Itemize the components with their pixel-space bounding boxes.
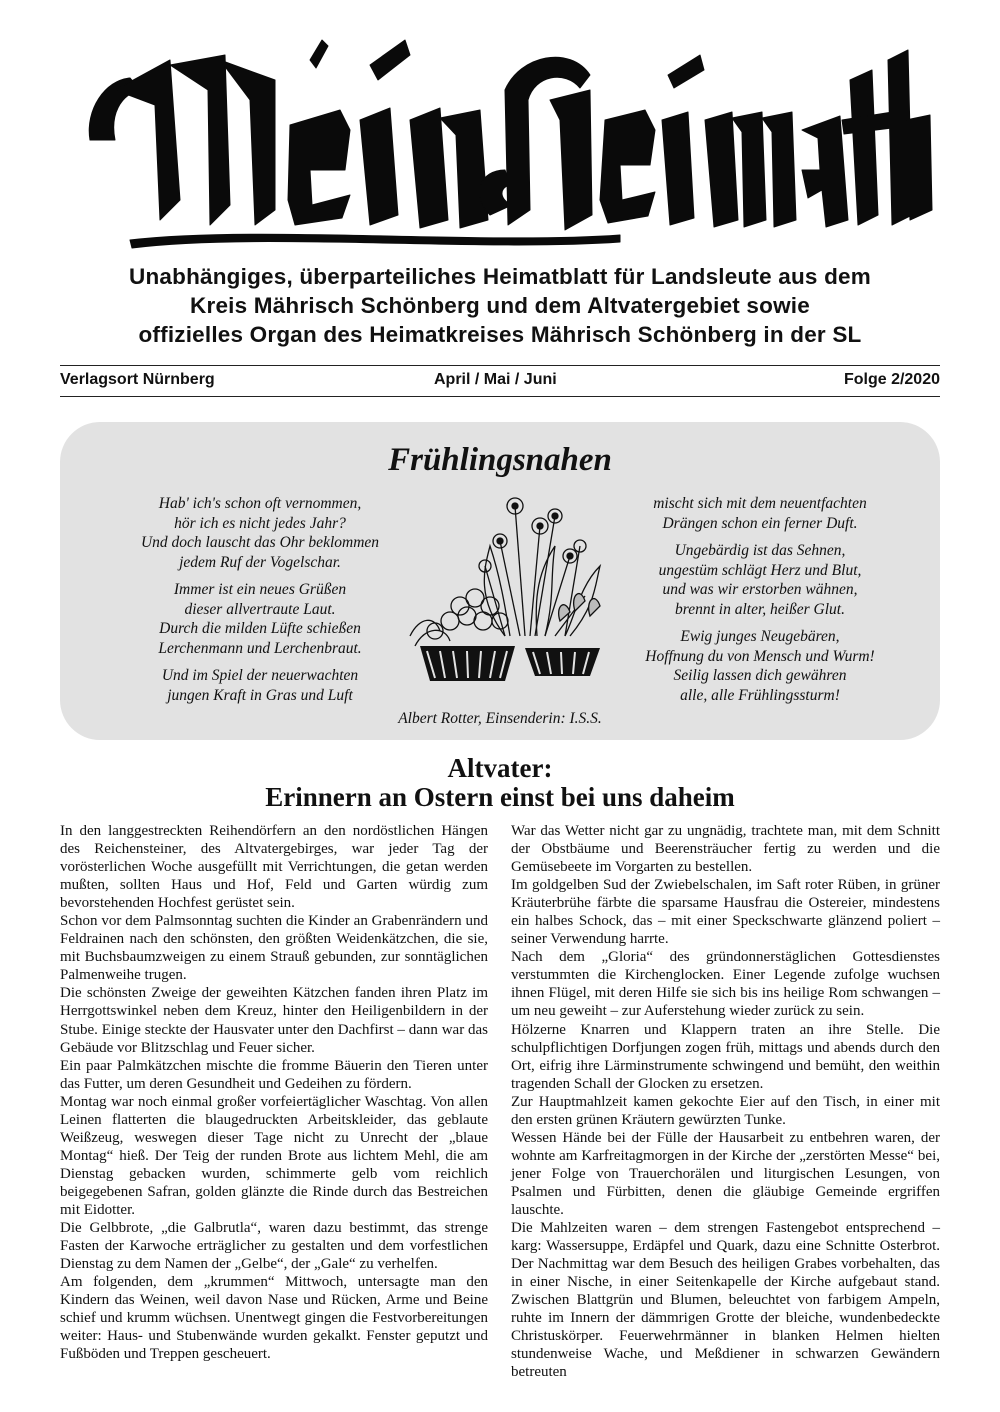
poem-title: Frühlingsnahen bbox=[388, 442, 612, 478]
poem-left-column bbox=[100, 494, 420, 713]
article-paragraph: Die schönsten Zweige der geweihten Kätzchen fanden ihren Platz im Herrgottswinkel neben dem Kreuz, hinter den Heiligenbildern in der Stube. Einige steckte der Hausvater unter den Dachfirst – dann war das Gebäude vor Blitzschlag und Feuer sicher. bbox=[60, 985, 488, 1056]
publication-place: Verlagsort Nürnberg bbox=[60, 371, 215, 388]
article-paragraph: Ein paar Palmkätzchen mischte die fromme Bäuerin den Tieren unter das Futter, um deren Gesundheit und Gedeihen zu fördern. bbox=[60, 1057, 488, 1092]
poem-stanza bbox=[610, 494, 910, 533]
poem-line: jungen Kraft in Gras und Luft bbox=[167, 686, 353, 704]
article-paragraph: Montag war noch einmal großer vorfeiertäglicher Waschtag. Von allen Leinen flatterten die blaugedruckten Arbeitskleider, das geblaute Weißzeug, weswegen dieser Tage nicht zu Unrecht der „blaue Montag“ hieß. Der Teig der runden Brote aus lichtem Mehl, die am Dienstag gebacken wurden, schimmerte gelb vom reichlich beigegebenen Safran, golden glänzte die Rinde durch das Bestreichen mit Eidotter. bbox=[60, 1093, 488, 1218]
poem-right-column bbox=[610, 494, 910, 713]
flower-pot-illustration bbox=[405, 486, 610, 686]
flower-illustration-graphic bbox=[405, 486, 610, 686]
subtitle-line: offizielles Organ des Heimatkreises Mährisch Schönberg in der SL bbox=[138, 322, 862, 347]
issue-info-bar bbox=[60, 371, 940, 393]
poem-line: jedem Ruf der Vogelschar. bbox=[179, 553, 341, 571]
article-paragraph: Im goldgelben Sud der Zwiebelschalen, im Saft roter Rüben, in grüner Kräuterbrühe färbte die sparsame Hausfrau die Ostereier, mindestens ein halbes Schock, das – mit einer Speckschwarte glänzend poliert – seiner Verwendung harrte. bbox=[511, 877, 940, 948]
poem-line: hör ich es nicht jedes Jahr? bbox=[174, 514, 346, 532]
article-paragraph: Nach dem „Gloria“ des gründonnerstäglichen Gottesdienstes verstummten die Kirchenglocken. Einer Legende zufolge wuchsen ihnen Flügel, mit deren Hilfe sie sich bis ins heilige Rom schwangen – um neu geweiht – zur Auferstehung wieder zurück zu sein. bbox=[511, 949, 940, 1020]
poem-line: Lerchenmann und Lerchenbraut. bbox=[158, 639, 362, 657]
masthead-logo-graphic bbox=[60, 20, 940, 260]
article-headline-line2: Erinnern an Ostern einst bei uns daheim bbox=[265, 782, 735, 812]
subtitle-line: Unabhängiges, überparteiliches Heimatblatt für Landsleute aus dem bbox=[129, 264, 871, 289]
article-column-right bbox=[511, 822, 940, 1381]
poem-line: Hab' ich's schon oft vernommen, bbox=[158, 495, 362, 512]
article-paragraph: Wessen Hände bei der Fülle der Hausarbeit zu entbehren waren, der wohnte am Karfreitagmorgen in der Kirche der „zerstörten Messe“ bei, jener Folge von Trauerchorälen und liturgischen Lesungen, von Psalmen und Fürbitten, denen die gläubige Gemeinde ergriffen lauschte. bbox=[511, 1129, 940, 1218]
poem-stanza bbox=[100, 666, 420, 705]
divider-top bbox=[60, 365, 940, 366]
poem-line: Ewig junges Neugebären, bbox=[680, 628, 840, 645]
article-paragraph: Die Gelbbrote, „die Galbrutla“, waren dazu bestimmt, das strenge Fasten der Karwoche erträglicher zu gestalten und dem vorfestlichen Dienstag zu dem Namen der „Gelbe“, der „Gale“ zu verhelfen. bbox=[60, 1220, 488, 1273]
article-paragraph: War das Wetter nicht gar zu ungnädig, trachtete man, mit dem Schnitt der Obstbäume und Beerensträucher fertig zu werden und die Gemüsebeete im Vorgarten zu bestellen. bbox=[511, 823, 940, 876]
article-paragraph: Hölzerne Knarren und Klappern traten an ihre Stelle. Die schulpflichtigen Dorfjungen zogen früh, mittags und abends durch den Ort, eifrig ihre Lärminstrumente schwingend und bemüht, den weithin tragenden Schall der Glocken zu ersetzen. bbox=[511, 1021, 940, 1092]
poem-line: Seilig lassen dich gewähren bbox=[673, 667, 847, 684]
article-paragraph: Am folgenden, dem „krummen“ Mittwoch, untersagte man den Kindern das Weinen, weil davon Nase und Rücken, Arme und Beine schief und krumm wüchsen. Unentwegt gingen die Festvorbereitungen weiter: Haus- und Stubenwände wurden gekalkt. Fenster geputzt und Fußböden und Treppen gescheuert. bbox=[60, 1274, 488, 1363]
article-paragraph: Schon vor dem Palmsonntag suchten die Kinder an Grabenrändern und Feldrainen nach den schönsten, den größten Weidenkätzchen, die sie, mit Buchsbaumzweigen zu einem Strauß gebunden, zur sonntäglichen Palmenweihe trugen. bbox=[60, 913, 488, 984]
poem-stanza bbox=[100, 494, 420, 572]
article-column-left bbox=[60, 822, 488, 1363]
issue-number: Folge 2/2020 bbox=[843, 371, 940, 388]
masthead-logo bbox=[60, 20, 940, 260]
article-headline bbox=[0, 754, 1000, 812]
poem-line: Drängen schon ein ferner Duft. bbox=[662, 514, 858, 532]
poem-line: Und doch lauscht das Ohr beklommen bbox=[140, 534, 380, 551]
article-paragraph: Die Mahlzeiten waren – dem strengen Fastengebot entsprechend – karg: Wassersuppe, Erdäpfel und Quark, dazu eine Schnitte Osterbrot. Der Nachmittag war dem Besuch des heiligen Grabes vorbehalten, das in einer Nische, in einer Seitenkapelle der Kirche aufgebaut stand. Zwischen Blattgrün und Blumen, beleuchtet von farbigem Ampeln, ruhte im Innern der dämmrigen Grotte der bleiche, wundenbedeckte Christuskörper. Feuerwehrmänner in blanken Helmen hielten stundenweise Wache, und Meßdiener in schwarzen Gewändern betreuten bbox=[511, 1220, 940, 1381]
poem-stanza bbox=[100, 580, 420, 658]
poem-line: und was wir erstorben wähnen, bbox=[662, 581, 858, 598]
poem-line: Und im Spiel der neuerwachten bbox=[161, 667, 359, 684]
poem-line: alle, alle Frühlingssturm! bbox=[680, 686, 840, 704]
poem-line: ungestüm schlägt Herz und Blut, bbox=[658, 561, 862, 579]
poem-line: mischt sich mit dem neuentfachten bbox=[653, 495, 867, 512]
poem-line: Durch die milden Lüfte schießen bbox=[159, 620, 361, 637]
article-paragraph: Zur Hauptmahlzeit kamen gekochte Eier auf den Tisch, in einer mit den ersten grünen Kräutern gewürzten Tunke. bbox=[511, 1093, 940, 1128]
article-headline-line1: Altvater: bbox=[447, 753, 553, 783]
article-paragraph: In den langgestreckten Reihendörfern an den nordöstlichen Hängen des Reichensteiner, des Altvatergebirges, war jeder Tag der vorösterlichen Woche ausgefüllt mit Verrichtungen, die getan werden mußten, sollten Haus und Hof, Feld und Garten würdig zum bevorstehenden Hochfest gerüstet sein. bbox=[60, 823, 488, 912]
divider-bottom bbox=[60, 396, 940, 397]
poem-line: dieser allvertraute Laut. bbox=[184, 600, 336, 618]
poem-stanza bbox=[610, 627, 910, 705]
poem-line: Immer ist ein neues Grüßen bbox=[173, 581, 347, 598]
poem-line: Hoffnung du von Mensch und Wurm! bbox=[645, 647, 875, 665]
poem-author: Albert Rotter, Einsenderin: I.S.S. bbox=[398, 710, 602, 727]
poem-stanza bbox=[610, 541, 910, 619]
poem-line: Ungebärdig ist das Sehnen, bbox=[674, 542, 846, 559]
issue-months: April / Mai / Juni bbox=[434, 371, 557, 388]
subtitle-line: Kreis Mährisch Schönberg und dem Altvatergebiet sowie bbox=[190, 293, 810, 318]
poem-line: brennt in alter, heißer Glut. bbox=[675, 600, 845, 618]
masthead-subtitle bbox=[40, 262, 960, 349]
